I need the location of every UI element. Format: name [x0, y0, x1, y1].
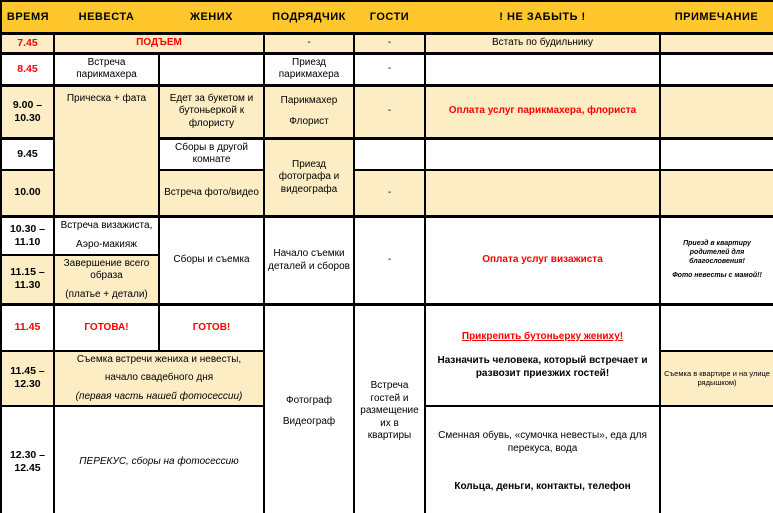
time-cell-1145-1230: 11.45 – 12.30 — [1, 351, 54, 407]
bride-cell-ready: ГОТОВА! — [54, 305, 159, 351]
groom-cell-other-room: Сборы в другой комнате — [159, 138, 264, 170]
row-1145 — [1, 305, 773, 351]
col-header-note: ПРИМЕЧАНИЕ — [660, 1, 773, 33]
col-header-time: ВРЕМЯ — [1, 1, 54, 33]
time-cell-745: 7.45 — [1, 33, 54, 53]
groom-cell-prep-shoot: Сборы и съемка — [159, 217, 264, 305]
note-line: Приезд в квартиру родителей для благословения! — [683, 240, 751, 265]
note-line: Фото невесты с мамой!! — [672, 272, 762, 280]
contractor-cell-photo-arrival: Приезд фотографа и видеографа — [264, 138, 354, 217]
time-cell-1230-1245: 12.30 – 12.45 — [1, 406, 54, 513]
col-header-guests: ГОСТИ — [354, 1, 425, 33]
contractor-line: Видеограф — [282, 415, 336, 427]
groom-cell-ready: ГОТОВ! — [159, 305, 264, 351]
couple-line: начало свадебного дня — [104, 372, 214, 384]
contractor-cell-photographer-videographer — [264, 305, 354, 513]
bride-line: (платье + детали) — [65, 288, 148, 300]
contractor-cell-745: - — [264, 33, 354, 53]
contractor-cell-845: Приезд парикмахера — [264, 53, 354, 85]
dont-forget-cell-745: Встать по будильнику — [425, 33, 660, 53]
dont-forget-line: Прикрепить бутоньерку жениху! — [461, 330, 624, 342]
guests-cell-1030-1130: - — [354, 217, 425, 305]
time-cell-1000: 10.00 — [1, 170, 54, 217]
dont-forget-cell-boutonniere — [425, 305, 660, 407]
dont-forget-cell-945 — [425, 138, 660, 170]
dont-forget-cell-1000 — [425, 170, 660, 217]
wakeup-cell: ПОДЪЕМ — [54, 33, 264, 53]
time-cell-900-1030: 9.00 – 10.30 — [1, 85, 54, 138]
note-cell-1145 — [660, 305, 773, 351]
time-cell-945: 9.45 — [1, 138, 54, 170]
dont-forget-cell-845 — [425, 53, 660, 85]
contractor-cell-900-1030 — [264, 85, 354, 138]
contractor-cell-detail-shoot: Начало съемки деталей и сборов — [264, 217, 354, 305]
couple-line: (первая часть нашей фотосессии) — [75, 390, 243, 402]
groom-cell-florist-trip: Едет за букетом и бутоньеркой к флористу — [159, 85, 264, 138]
couple-line: Съемка встречи жениха и невесты, — [76, 353, 242, 365]
guests-cell-900-1030: - — [354, 85, 425, 138]
groom-cell-meet-photo-video: Встреча фото/видео — [159, 170, 264, 217]
row-745 — [1, 33, 773, 53]
note-cell-845 — [660, 53, 773, 85]
couple-cell-snack: ПЕРЕКУС, сборы на фотосессию — [54, 406, 264, 513]
col-header-contractor: ПОДРЯДЧИК — [264, 1, 354, 33]
dont-forget-line: Назначить человека, который встречает и развозит приезжих гостей! — [437, 355, 648, 379]
note-cell-900-1030 — [660, 85, 773, 138]
contractor-line: Фотограф — [286, 395, 332, 407]
dont-forget-cell-payment-hair: Оплата услуг парикмахера, флориста — [425, 85, 660, 138]
col-header-bride: НЕВЕСТА — [54, 1, 159, 33]
guests-cell-845: - — [354, 53, 425, 85]
couple-cell-first-meeting — [54, 351, 264, 407]
bride-cell-makeup — [54, 217, 159, 255]
dont-forget-line: Кольца, деньги, контакты, телефон — [454, 481, 631, 493]
col-header-groom: ЖЕНИХ — [159, 1, 264, 33]
bride-line: Завершение всего образа — [63, 257, 150, 282]
bride-cell-hair-veil: Прическа + фата — [54, 85, 159, 217]
bride-line: Встреча визажиста, — [60, 220, 153, 232]
note-cell-1230-1245 — [660, 406, 773, 513]
time-cell-1030-1110: 10.30 – 11.10 — [1, 217, 54, 255]
time-cell-1115-1130: 11.15 – 11.30 — [1, 255, 54, 305]
note-cell-parents-blessing — [660, 217, 773, 305]
bride-line: Аэро-макияж — [76, 238, 137, 250]
guests-cell-arrival-housing: Встреча гостей и размещение их в квартиры — [354, 305, 425, 513]
groom-cell-845 — [159, 53, 264, 85]
note-cell-945 — [660, 138, 773, 170]
bride-cell-final-look — [54, 255, 159, 305]
row-845 — [1, 53, 773, 85]
contractor-line: Флорист — [289, 115, 329, 127]
guests-cell-745: - — [354, 33, 425, 53]
col-header-dont-forget: ! НЕ ЗАБЫТЬ ! — [425, 1, 660, 33]
guests-cell-945 — [354, 138, 425, 170]
guests-cell-1000: - — [354, 170, 425, 217]
dont-forget-line: Сменная обувь, «сумочка невесты», еда для перекуса, вода — [438, 430, 647, 454]
note-cell-745 — [660, 33, 773, 53]
time-cell-1145: 11.45 — [1, 305, 54, 351]
row-900-1030 — [1, 85, 773, 138]
note-cell-shoot-location: Съемка в квартире и на улице рядышком) — [660, 351, 773, 407]
time-cell-845: 8.45 — [1, 53, 54, 85]
note-cell-1000 — [660, 170, 773, 217]
row-1030-1110 — [1, 217, 773, 255]
header-row — [1, 1, 773, 33]
contractor-line: Парикмахер — [280, 95, 338, 107]
dont-forget-cell-essentials — [425, 406, 660, 513]
bride-cell-845: Встреча парикмахера — [54, 53, 159, 85]
dont-forget-cell-payment-makeup: Оплата услуг визажиста — [425, 217, 660, 305]
